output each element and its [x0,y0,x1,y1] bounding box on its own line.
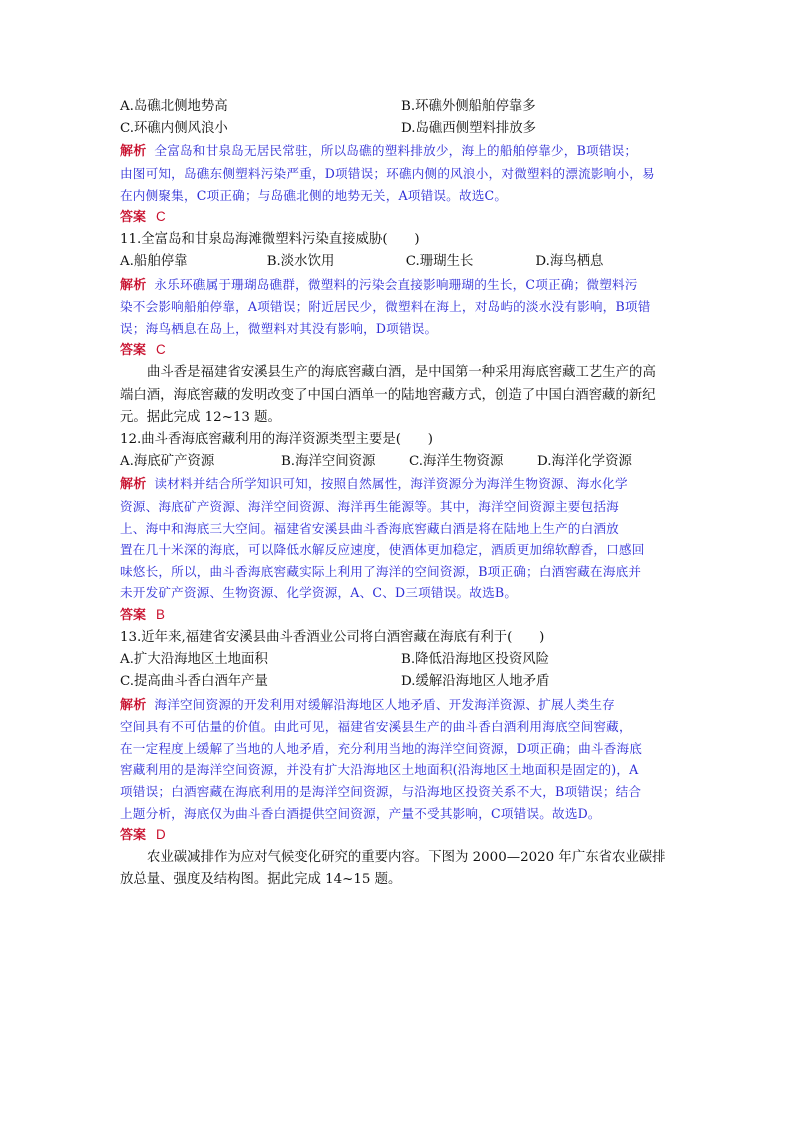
q10-analysis-line-1: 全富岛和甘泉岛无居民常驻，所以岛礁的塑料排放少，海上的船舶停靠少，B项错误； [154,143,638,159]
q10-option-c: C.环礁内侧风浪小 [120,121,228,137]
material-12-13 [120,362,682,429]
material2-line-1: 农业碳减排作为应对气候变化研究的重要内容。下图为 2000—2020 年广东省农业碳排 [147,850,666,866]
analysis-label: 解析 [120,477,147,493]
q13-analysis-line-5: 项错误；白酒窖藏在海底利用的是海洋空间资源，与沿海地区投资关系不大，B项错误；结合 [120,783,642,799]
q10-option-d: D.岛礁西侧塑料排放多 [401,121,537,137]
q12-option-d: D.海洋化学资源 [537,454,632,470]
q12-analysis-line-3: 上、海中和海底三大空间。福建省安溪县曲斗香海底窖藏白酒是将在陆地上生产的白酒放 [120,520,619,536]
q13-answer-value: D [156,827,166,843]
q13-answer [120,824,682,847]
q13-analysis-line-1: 海洋空间资源的开发利用对缓解沿海地区人地矛盾、开发海洋资源、扩展人类生存 [154,696,615,712]
q11-option-b: B.淡水饮用 [266,254,335,270]
q10-option-a: A.岛礁北侧地势高 [120,99,228,114]
q13-option-d: D.缓解沿海地区人地矛盾 [401,674,550,690]
material-14-15 [120,847,682,891]
q11-analysis-line-2: 染不会影响船舶停靠，A项错误；附近居民少，微塑料在海上，对岛屿的淡水没有影响，B项错 [120,299,651,315]
analysis-label: 解析 [120,697,147,713]
document-page [120,96,682,892]
answer-label: 答案 [120,343,147,359]
q12-analysis-line-2: 资源、海底矿产资源、海洋空间资源、海洋再生能源等。其中，海洋空间资源主要包括海 [120,498,619,514]
q10-answer-value: C [156,209,166,225]
q13-analysis [120,694,682,825]
q13-analysis-line-6: 上题分析，海底仅为曲斗香白酒提供空间资源，产量不受其影响，C项错误。故选D。 [120,805,601,821]
q11-stem: 11.全富岛和甘泉岛海滩微塑料污染直接威胁( ) [120,232,420,248]
q13-analysis-line-3: 在一定程度上缓解了当地的人地矛盾，充分利用当地的海洋空间资源，D项正确；曲斗香海底 [120,740,643,756]
q10-options-row-2 [120,118,682,140]
q13-option-c: C.提高曲斗香白酒年产量 [120,674,268,690]
q10-analysis-line-2: 由图可知，岛礁东侧塑料污染严重，D项错误；环礁内侧的风浪小，对微塑料的漂流影响小，易 [120,166,655,181]
q10-answer [120,206,682,229]
q12-stem: 12.曲斗香海底窖藏利用的海洋资源类型主要是( ) [120,431,433,447]
q10-analysis-line-3: 在内侧聚集，C项正确；与岛礁北侧的地势无关，A项错误。故选C。 [120,187,508,203]
q12-analysis-line-4: 置在几十米深的海底，可以降低水解反应速度，使酒体更加稳定，酒质更加绵软醇香，口感回 [120,542,645,558]
q11-option-c: C.珊瑚生长 [405,254,474,270]
q12-option-c: C.海洋生物资源 [409,454,504,470]
q11-answer [120,339,682,362]
q11-options-row [120,251,682,273]
q12-analysis-line-1: 读材料并结合所学知识可知，按照自然属性，海洋资源分为海洋生物资源、海水化学 [154,476,628,492]
q11-option-a: A.船舶停靠 [120,254,188,270]
answer-label: 答案 [120,607,147,623]
q13-stem: 13.近年来,福建省安溪县曲斗香酒业公司将白酒窖藏在海底有利于( ) [120,629,545,645]
answer-label: 答案 [120,828,147,844]
q12-answer [120,604,682,627]
answer-label: 答案 [120,210,147,226]
q12-answer-value: B [156,606,165,622]
material1-line-1: 曲斗香是福建省安溪县生产的海底窖藏白酒，是中国第一种采用海底窖藏工艺生产的高 [147,365,656,381]
q11-analysis-line-3: 误；海鸟栖息在岛上，微塑料对其没有影响，D项错误。 [120,320,438,336]
q13-options-row-2 [120,671,682,693]
q11-analysis-line-1: 永乐环礁属于珊瑚岛礁群，微塑料的污染会直接影响珊瑚的生长，C项正确；微塑料污 [154,276,638,292]
q13-analysis-line-4: 窖藏利用的是海洋空间资源，并没有扩大沿海地区土地面积(沿海地区土地面积是固定的)，A [120,762,639,778]
analysis-label: 解析 [120,277,147,293]
q11-answer-value: C [156,342,166,358]
q13-option-a: A.扩大沿海地区土地面积 [120,652,268,668]
q12-option-b: B.海洋空间资源 [280,454,376,470]
q11-analysis [120,274,682,340]
q12-options-row [120,451,682,473]
q10-option-b: B.环礁外侧船舶停靠多 [401,99,536,114]
q13-options-row-1 [120,649,682,671]
q12-analysis-line-5: 味悠长，所以，曲斗香海底窖藏实际上利用了海洋的空间资源，B项正确；白酒窖藏在海底并 [120,563,642,579]
q12-analysis-line-6: 未开发矿产资源、生物资源、化学资源，A、C、D三项错误。故选B。 [120,585,518,601]
material1-line-3: 元。据此完成 12~13 题。 [120,409,281,425]
q12-analysis [120,473,682,604]
q13-option-b: B.降低沿海地区投资风险 [401,652,550,668]
q13-analysis-line-2: 空间具有不可估量的价值。由此可见，福建省安溪县生产的曲斗香白酒利用海底空间窖藏， [120,719,632,735]
q11-option-d: D.海鸟栖息 [535,254,604,270]
q10-options-row-1 [120,96,682,118]
analysis-label: 解析 [120,144,147,160]
material1-line-2: 端白酒，海底窖藏的发明改变了中国白酒单一的陆地窖藏方式，创造了中国白酒窖藏的新纪 [120,387,656,403]
q12-option-a: A.海底矿产资源 [120,454,215,470]
material2-line-2: 放总量、强度及结构图。据此完成 14~15 题。 [120,872,402,888]
q10-analysis [120,140,682,206]
